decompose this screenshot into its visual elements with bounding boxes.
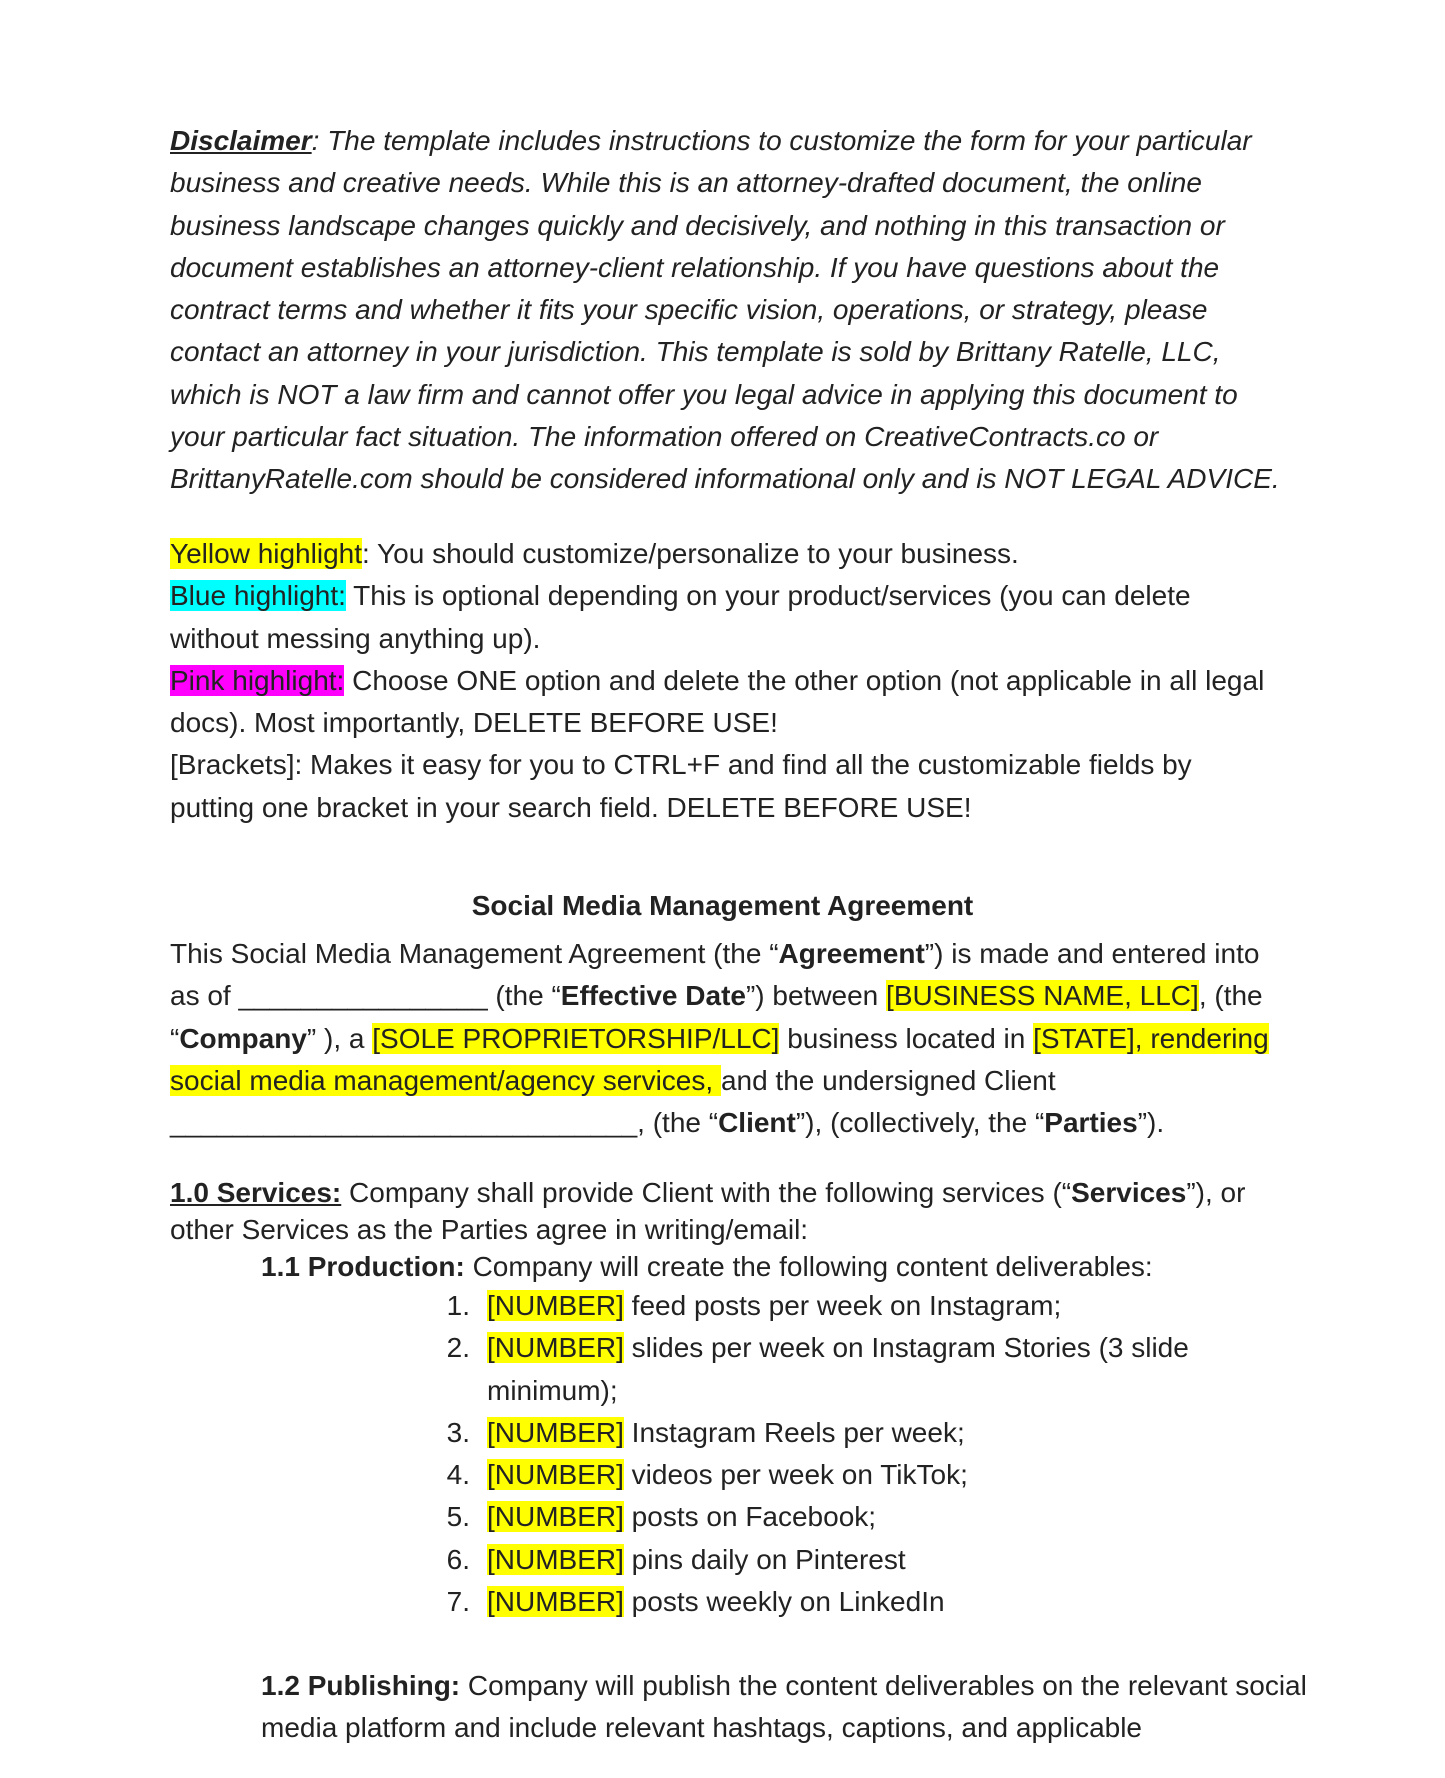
blue-highlight-text: This is optional depending on your product/services (you can delete without messing anything up). — [170, 580, 1191, 654]
production-text: Company will create the following content deliverables: — [464, 1251, 1153, 1282]
intro-text-1: This Social Media Management Agreement (the “ — [170, 938, 779, 969]
list-number: 5. — [446, 1501, 470, 1533]
list-number: 7. — [446, 1586, 470, 1618]
list-item-text: pins daily on Pinterest — [623, 1543, 906, 1575]
list-item — [430, 1581, 1190, 1623]
services-section — [170, 1175, 1280, 1248]
list-item — [430, 1327, 1190, 1412]
agreement-intro — [170, 933, 1280, 1144]
list-number: 4. — [446, 1459, 470, 1491]
publishing-heading: 1.2 Publishing: — [261, 1670, 461, 1701]
number-field: [NUMBER] — [487, 1586, 624, 1618]
intro-text-8: ”), (collectively, the “ — [795, 1107, 1045, 1139]
intro-text-2: ”) is made and entered into as of ________________ (the “ — [170, 938, 1260, 1012]
legend-yellow — [170, 533, 1280, 575]
services-text-1: Company shall provide Client with the following services (“ — [341, 1177, 1072, 1208]
entity-type-field: [SOLE PROPRIETORSHIP/LLC] — [372, 1022, 780, 1054]
list-number: 2. — [446, 1332, 470, 1364]
number-field: [NUMBER] — [487, 1290, 624, 1321]
number-field: [NUMBER] — [487, 1416, 624, 1448]
intro-text-4: , (the “ — [170, 980, 1263, 1054]
publishing-subsection — [261, 1665, 1311, 1750]
legend-blue — [170, 575, 1280, 660]
list-item — [430, 1539, 1190, 1581]
number-field: [NUMBER] — [487, 1459, 624, 1491]
intro-text-6: business located in — [779, 1022, 1034, 1054]
pink-highlight-label: Pink highlight: — [170, 664, 345, 696]
business-name-field: [BUSINESS NAME, LLC] — [886, 980, 1199, 1012]
term-services: Services — [1071, 1177, 1187, 1208]
highlight-legend — [170, 533, 1280, 829]
yellow-highlight-text: : You should customize/personalize to your business. — [362, 538, 1019, 569]
state-services-field: [STATE], rendering social media management/agency services, — [170, 1022, 1269, 1096]
list-number: 3. — [446, 1416, 470, 1448]
intro-text-7: and the undersigned Client ______________________________, (the “ — [170, 1064, 1056, 1139]
list-item-text: videos per week on TikTok; — [623, 1459, 968, 1491]
disclaimer-text: : The template includes instructions to customize the form for your particular business and creative needs. While this is an attorney-drafted document, the online business landscape changes quickly and decisively, and nothing in this transaction or document establishes an attorney-client relationship. If you have questions about the contract terms and whether it fits your specific vision, operations, or strategy, please contact an attorney in your jurisdiction. This template is sold by Brittany Ratelle, LLC, which is NOT a law firm and cannot offer you legal advice in applying this document to your particular fact situation. The information offered on CreativeContracts.co or BrittanyRatelle.com should be considered informational only and is NOT LEGAL ADVICE. — [170, 125, 1280, 495]
number-field: [NUMBER] — [487, 1543, 624, 1575]
list-item-text: posts on Facebook; — [623, 1501, 877, 1533]
disclaimer-label: Disclaimer — [170, 125, 312, 156]
term-parties: Parties — [1044, 1107, 1138, 1139]
list-item-text: slides per week on Instagram Stories (3 slide minimum); — [487, 1332, 1189, 1406]
term-client: Client — [718, 1107, 796, 1139]
production-heading: 1.1 Production: — [261, 1251, 465, 1282]
publishing-text: Company will publish the content deliverables on the relevant social media platform and include relevant hashtags, captions, and applicable — [261, 1670, 1307, 1744]
legend-pink — [170, 660, 1280, 745]
list-item-text: posts weekly on LinkedIn — [623, 1586, 945, 1618]
number-field: [NUMBER] — [487, 1332, 624, 1364]
term-agreement: Agreement — [778, 938, 925, 969]
blue-highlight-label: Blue highlight: — [170, 580, 346, 612]
list-item — [430, 1454, 1190, 1496]
legend-brackets: [Brackets]: Makes it easy for you to CTRL+F and find all the customizable fields by putting one bracket in your search field. DELETE BEFORE USE! — [170, 749, 1192, 823]
intro-text-3: ”) between — [745, 980, 887, 1012]
list-number: 1. — [446, 1290, 470, 1321]
agreement-title: Social Media Management Agreement — [471, 890, 974, 921]
deliverables-list — [430, 1285, 1190, 1623]
list-item-text: Instagram Reels per week; — [623, 1416, 965, 1448]
disclaimer-paragraph — [170, 120, 1280, 501]
number-field: [NUMBER] — [487, 1501, 624, 1533]
services-text-2: ”), or other Services as the Parties agree in writing/email: — [170, 1177, 1246, 1245]
term-effective-date: Effective Date — [560, 980, 746, 1012]
list-item-text: feed posts per week on Instagram; — [623, 1290, 1062, 1321]
list-item — [430, 1412, 1190, 1454]
intro-text-9: ”). — [1137, 1107, 1165, 1139]
list-item — [430, 1285, 1190, 1327]
list-item — [430, 1496, 1190, 1538]
production-subsection — [261, 1248, 1311, 1285]
yellow-highlight-label: Yellow highlight — [170, 538, 362, 569]
services-heading: 1.0 Services: — [170, 1177, 342, 1208]
term-company: Company — [179, 1022, 307, 1054]
intro-text-5: ” ), a — [306, 1022, 373, 1054]
list-number: 6. — [446, 1543, 470, 1575]
pink-highlight-text: Choose ONE option and delete the other option (not applicable in all legal docs). Most importantly, DELETE BEFORE USE! — [170, 664, 1265, 739]
